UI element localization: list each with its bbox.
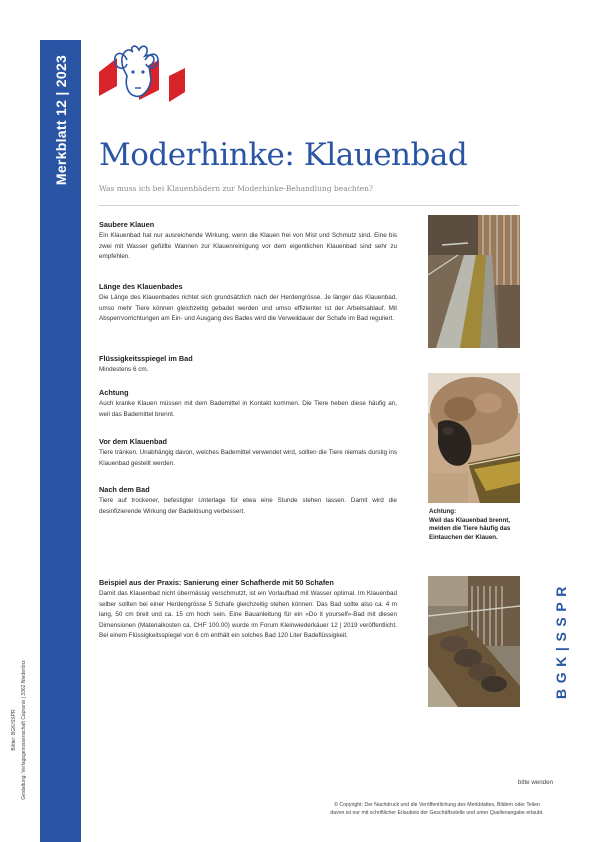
- photo-sheep-bath: [428, 373, 520, 503]
- section-vor-dem-klauenbad: [99, 437, 397, 469]
- title-divider: [99, 205, 519, 206]
- section-text: Tiere auf trockener, befestigter Unterlage für etwa eine Stunde stehen lassen. Damit wird die desinfizierende Wirkung der Badelösung verbessert.: [99, 497, 397, 515]
- side-label: [40, 40, 81, 200]
- bgk-sspr-text: BGK|SSPR: [553, 581, 569, 699]
- copyright-line: davon ist nur mit schriftlicher Erlaubnis der Geschäftsstelle und unter Quellenangabe erlaubt.: [330, 809, 544, 816]
- section-heading: Saubere Klauen: [99, 220, 155, 229]
- bgk-sspr-wordmark: [548, 540, 574, 740]
- photo-footbath-trough: [428, 215, 520, 348]
- turn-page-note: bitte wenden: [517, 779, 553, 786]
- caption-line: meiden die Tiere häufig das: [429, 525, 511, 533]
- section-nach-dem-bad: [99, 485, 397, 517]
- photo-caption: [429, 508, 524, 542]
- page-subtitle: Was muss ich bei Klauenbädern zur Moderhinke-Behandlung beachten?: [99, 184, 374, 193]
- ram-logo: [99, 40, 185, 110]
- section-heading: Vor dem Klauenbad: [99, 437, 167, 446]
- photo-flock-pen: [428, 576, 520, 707]
- section-text: Mindestens 6 cm.: [99, 366, 149, 373]
- credits-photos: Bilder: BGK/SSPR: [11, 709, 17, 751]
- section-heading: Länge des Klauenbades: [99, 282, 183, 291]
- section-text: Ein Klauenbad hat nur ausreichende Wirkung, wenn die Klauen frei von Mist und Schmutz sind. Eine bis zwei mit Wasser gefüllte Wannen zur Klauenreinigung vor dem eigentlichen Klauenbad sind sehr zu empfehlen.: [99, 232, 397, 261]
- section-text: Auch kranke Klauen müssen mit dem Bademittel in Kontakt kommen. Die Tiere heben diese häufig an, weil das Bademittel brennt.: [99, 400, 397, 418]
- caption-line: Weil das Klauenbad brennt,: [429, 516, 511, 524]
- section-achtung: [99, 388, 397, 420]
- section-heading: Beispiel aus der Praxis: Sanierung einer Schafherde mit 50 Schafen: [99, 578, 334, 587]
- copyright-line: © Copyright: Der Nachdruck und die Veröffentlichung des Merkblattes, Bildern oder Teilen: [334, 802, 540, 808]
- side-label-text: Merkblatt 12 | 2023: [52, 54, 69, 186]
- copyright-notice: [312, 802, 562, 817]
- credits-design: Gestaltung: Verlagsgenossenschaft Capranix | 3362 Niederönz: [21, 660, 27, 800]
- section-heading: Achtung: [99, 388, 129, 397]
- caption-line: Achtung:: [429, 508, 457, 515]
- page-title: Moderhinke: Klauenbad: [99, 137, 468, 173]
- section-text: Damit das Klauenbad nicht übermässig verschmutzt, ist ein Vorlaufbad mit Wasser optimal. Im Klauenbad selber sollten bei einer Herdengrösse 5 Schafe gleichzeitig stehen können. Das Bad sollte also ca. 4 m lang, 50 cm breit und ca. 15 cm hoch sein. Eine Bauanleitung für ein «Do it yourself»-Bad mit diesen Dimensionen (Materialkosten ca. CHF 100.00) wurde im Forum Kleinwiederkäuer 12 | 2019 veröffentlicht. Bei einem Flüssigkeitsspiegel von 6 cm enthält ein solches Bad 120 Liter Badeflüssigkeit.: [99, 590, 397, 640]
- section-beispiel: [99, 578, 397, 642]
- section-heading: Nach dem Bad: [99, 485, 150, 494]
- image-credits: [2, 630, 36, 830]
- section-laenge: [99, 282, 397, 325]
- section-fluessigkeitsspiegel: [99, 354, 397, 376]
- section-saubere-klauen: [99, 220, 397, 263]
- section-heading: Flüssigkeitsspiegel im Bad: [99, 354, 193, 363]
- section-text: Tiere tränken. Unabhängig davon, welches Bademittel verwendet wird, sollten die Tiere niemals durstig ins Klauenbad gestellt werden.: [99, 449, 397, 467]
- caption-line: Eintauchen der Klauen.: [429, 533, 498, 541]
- section-text: Die Länge des Klauenbades richtet sich grundsätzlich nach der Herdengrösse. Je länger das Klauenbad, umso mehr Tiere können gleichzeitig gebadet werden und umso effizienter ist der Arbeitsablauf. Mit Absperrvorrichtungen am Ein- und Ausgang des Bades wird die Verweildauer der Schafe im Bad reguliert.: [99, 294, 397, 323]
